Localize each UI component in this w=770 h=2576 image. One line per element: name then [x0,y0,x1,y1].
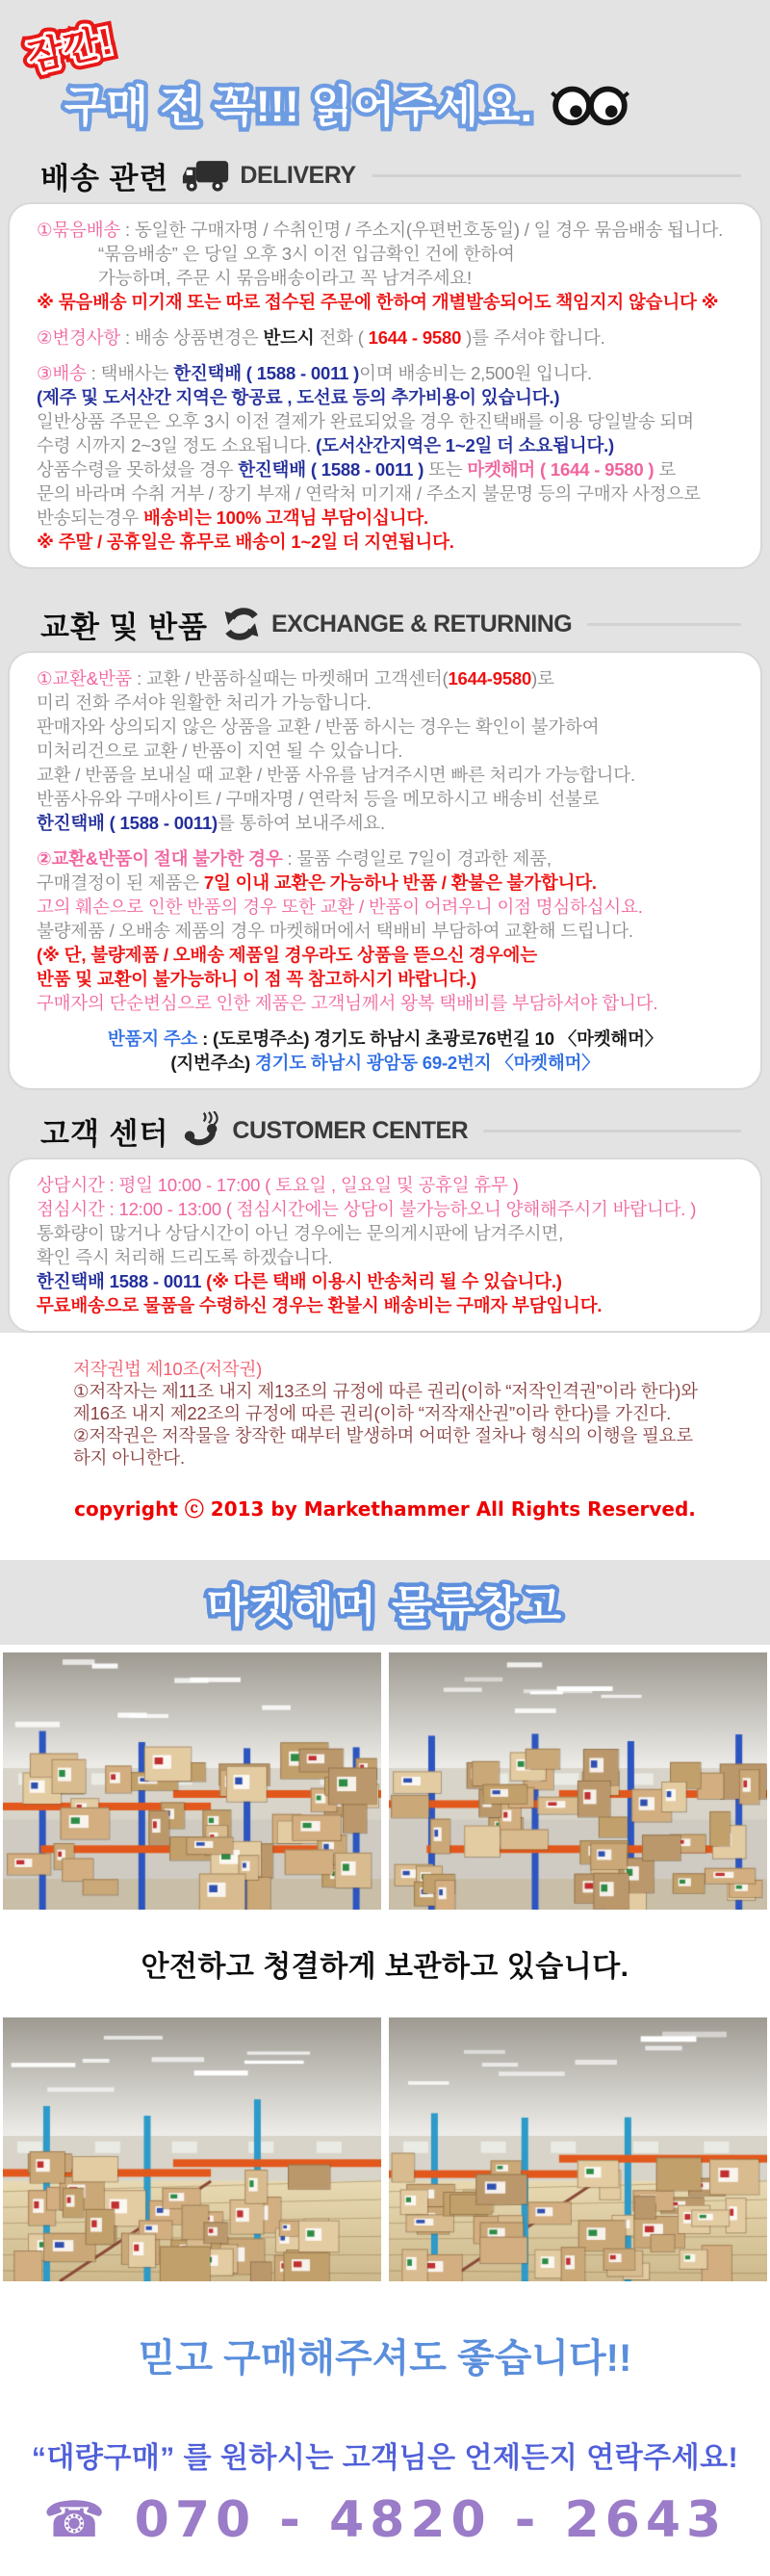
text-segment: 확인 즉시 처리해 드리도록 하겠습니다. [37,1247,333,1267]
exchange-arrows-icon [221,605,262,643]
text-segment: : 동일한 구매자명 / 수취인명 / 주소지(우편번호동일) / 일 경우 묶음배송 됩니다. [120,220,724,240]
text-segment: 한진택배 1588 - 0011 [37,1271,207,1291]
text-segment: (제주 및 도서산간 지역은 항공료 , 도선료 등의 추가비용이 있습니다.) [37,387,560,407]
text-segment: 점심시간 : 12:00 - 13:00 ( 점심시간에는 상담이 불가능하오니 양해해주시기 바랍니다. ) [37,1199,697,1219]
text-segment: 경기도 하남시 광암동 69-2번지 〈마켓해머〉 [254,1053,600,1073]
text-segment: 통화량이 많거나 상담시간이 아닌 경우에는 문의게시판에 남겨주시면, [37,1223,564,1243]
text-segment: 이며 배송비는 2,500원 입니다. [359,363,592,383]
text-segment: : 교환 / 반품하실때는 마켓해머 고객센터( [132,668,449,689]
text-segment: 를 통하여 보내주세요. [218,813,385,833]
header-divider [587,623,741,626]
warehouse-title-band [0,1560,770,1645]
text-segment: 1644-9580 [448,668,532,689]
section-title-en: EXCHANGE & RETURNING [270,610,573,637]
text-line [37,290,755,314]
section-delivery [8,154,762,569]
text-segment: 불량제품 / 오배송 제품의 경우 마켓해머에서 택배비 부담하여 교환해 드립니다. [37,921,633,941]
text-segment: 반송되는경우 [37,507,143,528]
text-segment: ②교환&반품이 절대 불가한 경우 [37,848,283,869]
text-segment: 한진택배 ( 1588 - 0011) [37,813,218,833]
text-segment: (도서산간지역은 1~2일 더 소요됩니다.) [316,435,615,455]
text-segment: 반품 및 교환이 불가능하니 이 점 꼭 참고하시기 바랍니다.) [37,969,476,989]
text-segment: : (도로명주소) 경기도 하남시 초광로76번길 10 〈마켓해머〉 [197,1028,663,1049]
text-line [37,1051,755,1075]
text-segment: ①저작자는 제11조 내지 제13조의 규정에 따른 권리(이하 “저작인격권”이라 한다)와 [73,1381,698,1401]
text-segment: 고의 훼손으로 인한 반품의 경우 또한 교환 / 반품이 어려우니 이점 명심하십시요. [37,897,643,917]
page-header [0,0,770,154]
text-line [37,919,755,943]
phone-number: ☎ 070 - 4820 - 2643 [42,2491,728,2549]
text-line [73,1358,770,1380]
text-segment: 7일 이내 교환은 가능하나 반품 / 환불은 불가합니다. [203,872,597,893]
text-line [37,835,755,846]
text-line [37,811,755,835]
warehouse-photo [389,1652,767,1910]
text-line [37,457,755,481]
text-line [37,325,755,350]
text-line [37,763,755,787]
text-segment: 반품지 주소 [107,1028,198,1049]
text-line [37,1173,755,1197]
text-line [37,266,755,290]
warehouse-photo [3,2017,381,2281]
text-line [37,690,755,715]
telephone-icon [182,1111,222,1150]
text-segment: ②저작권은 저작물을 창작한 때부터 발생하며 어떠한 절차나 형식의 이행을 필요로 [73,1425,693,1445]
text-line [37,871,755,895]
text-line [37,433,755,457]
text-line [37,1015,755,1027]
section-delivery-body [10,204,760,567]
text-line [37,530,755,554]
text-segment: 가능하며, 주문 시 묶음배송이라고 꼭 남겨주세요! [98,268,473,288]
text-segment: : 택배사는 [86,363,174,383]
text-line [37,991,755,1015]
photo-row-2 [3,2017,767,2281]
text-line [37,385,755,409]
section-exchange-box [8,651,762,1090]
text-segment: ③배송 [37,363,87,383]
photo-row-1 [3,1652,767,1910]
warehouse-section [0,1645,770,2576]
warehouse-caption: 안전하고 청결하게 보관하고 있습니다. [141,1951,629,1983]
text-segment: 하지 아니한다. [73,1447,185,1468]
text-line [37,943,755,967]
text-line [37,967,755,991]
text-segment: 미처리건으로 교환 / 반품이 지연 될 수 있습니다. [37,741,403,761]
text-segment: ※ 묶음배송 미기재 또는 따로 접수된 주문에 한하여 개별발송되어도 책임지지 않습니다 ※ [37,292,719,312]
text-segment: )를 주셔야 합니다. [461,327,605,348]
page-title: 구매 전 꼭!!! 읽어주세요. 구매 전 꼭!!! 읽어주세요. [64,71,532,134]
text-line [37,1221,755,1245]
text-segment: : 배송 상품변경은 [120,327,264,348]
header-divider [372,174,741,177]
text-segment: 전화 ( [314,327,369,348]
text-segment: 또는 [424,459,468,480]
text-segment: (지번주소) [170,1053,255,1073]
text-segment: 문의 바라며 수취 거부 / 장기 부재 / 연락처 미기재 / 주소지 불문명 등의 구매자 사정으로 [37,483,701,504]
section-exchange [8,603,762,1090]
text-line [37,787,755,811]
text-line [37,1269,755,1293]
section-title-en: CUSTOMER CENTER [232,1116,469,1144]
text-segment: 제16조 내지 제22조의 규정에 따른 권리(이하 “저작재산권”이라 한다)를 가진다. [73,1403,672,1423]
section-customer-center-header [8,1109,762,1152]
text-line [37,1027,755,1051]
text-line [37,1293,755,1317]
text-line [37,350,755,361]
text-line [37,506,755,530]
text-line [37,218,755,242]
section-customer-center-body [10,1159,760,1331]
text-segment: 로 [654,459,677,480]
section-delivery-box [8,202,762,569]
text-segment: ①묶음배송 [37,220,121,240]
section-customer-center-box [8,1158,762,1333]
trust-message: 믿고 구매해주셔도 좋습니다!! [138,2337,632,2380]
section-title-kr: 교환 및 반품 [40,610,208,644]
text-segment: ※ 주말 / 공휴일은 휴무로 배송이 1~2일 더 지연됩니다. [37,532,454,552]
copyright-line: copyright ⓒ 2013 by Markethammer All Rights Reserved. [74,1497,696,1521]
bulk-purchase-message: “대량구매” 를 원하시는 고객님은 언제든지 연락주세요! [31,2442,739,2474]
text-segment: 한진택배 ( 1588 - 0011 ) [173,363,360,383]
text-line [37,361,755,385]
text-segment: 미리 전화 주셔야 원활한 처리가 가능합니다. [37,692,372,713]
text-line [37,1197,755,1221]
text-segment: 반드시 [263,327,315,348]
text-segment: 마켓해머 ( 1644 - 9580 ) [467,459,654,480]
text-segment: “묶음배송” 은 당일 오후 3시 이전 입금확인 건에 한하여 [98,244,515,264]
text-line [37,242,755,266]
text-segment: ①교환&반품 [37,668,133,689]
text-segment: 판매자와 상의되지 않은 상품을 교환 / 반품 하시는 경우는 확인이 불가하여 [37,716,600,737]
text-line [37,666,755,690]
copyright-law-lines [73,1358,770,1469]
text-segment: : 물품 수령일로 7일이 경과한 제품, [282,848,552,869]
text-line [73,1424,770,1446]
text-line [37,409,755,433]
text-line [73,1446,770,1469]
text-segment: 교환 / 반품을 보내실 때 교환 / 반품 사유를 남겨주시면 빠른 처리가 가능합니다. [37,765,635,785]
text-line [37,481,755,506]
text-line [37,846,755,871]
attention-badge: 잠깐! 잠깐! 잠깐! [22,11,117,80]
title-row [0,71,733,134]
text-segment: 배송비는 100% 고객님 부담이십니다. [142,507,428,528]
text-segment: ②변경사항 [37,327,121,348]
text-segment: 무료배송으로 물품을 수령하신 경우는 환불시 배송비는 구매자 부담입니다. [37,1295,603,1315]
glasses-icon [548,74,632,132]
section-customer-center [8,1109,762,1333]
warehouse-photo [389,2017,767,2281]
text-segment: 1644 - 9580 [368,327,462,348]
text-segment: (※ 다른 택배 이용시 반송처리 될 수 있습니다.) [206,1271,562,1291]
text-line [37,895,755,919]
text-segment: 저작권법 제10조(저작권) [73,1359,263,1379]
text-line [73,1402,770,1424]
text-line [37,739,755,763]
text-segment: (※ 단, 불량제품 / 오배송 제품일 경우라도 상품을 뜯으신 경우에는 [37,945,537,965]
text-segment: 구매결정이 된 제품은 [37,872,204,893]
text-segment: 반품사유와 구매사이트 / 구매자명 / 연락처 등을 메모하시고 배송비 선불로 [37,789,600,809]
text-line [73,1380,770,1402]
text-segment: )로 [531,668,554,689]
text-line [37,1245,755,1269]
text-segment: 일반상품 주문은 오후 3시 이전 결제가 완료되었을 경우 한진택배를 이용 당일발송 되며 [37,411,694,431]
text-line [37,314,755,325]
text-segment: 수령 시까지 2~3일 정도 소요됩니다. [37,435,317,455]
text-segment: 한진택배 ( 1588 - 0011 ) [238,459,424,480]
section-title-kr: 배송 관련 [40,161,169,195]
section-title-kr: 고객 센터 [40,1116,169,1151]
truck-icon [182,158,230,193]
text-segment: 상품수령을 못하셨을 경우 [37,459,239,480]
warehouse-photo [3,1652,381,1910]
copyright-block [0,1333,770,1560]
header-divider [483,1130,741,1132]
text-segment: 구매자의 단순변심으로 인한 제품은 고객님께서 왕복 택배비를 부담하셔야 합니다. [37,993,658,1013]
section-exchange-header [8,603,762,645]
text-line [37,715,755,739]
text-segment: 상담시간 : 평일 10:00 - 17:00 ( 토요일 , 일요일 및 공휴일 휴무 ) [37,1175,519,1195]
warehouse-title: 마켓해머 물류창고 마켓해머 물류창고 [207,1572,563,1633]
section-exchange-body [10,653,760,1088]
section-title-en: DELIVERY [240,161,356,189]
section-delivery-header [8,154,762,196]
